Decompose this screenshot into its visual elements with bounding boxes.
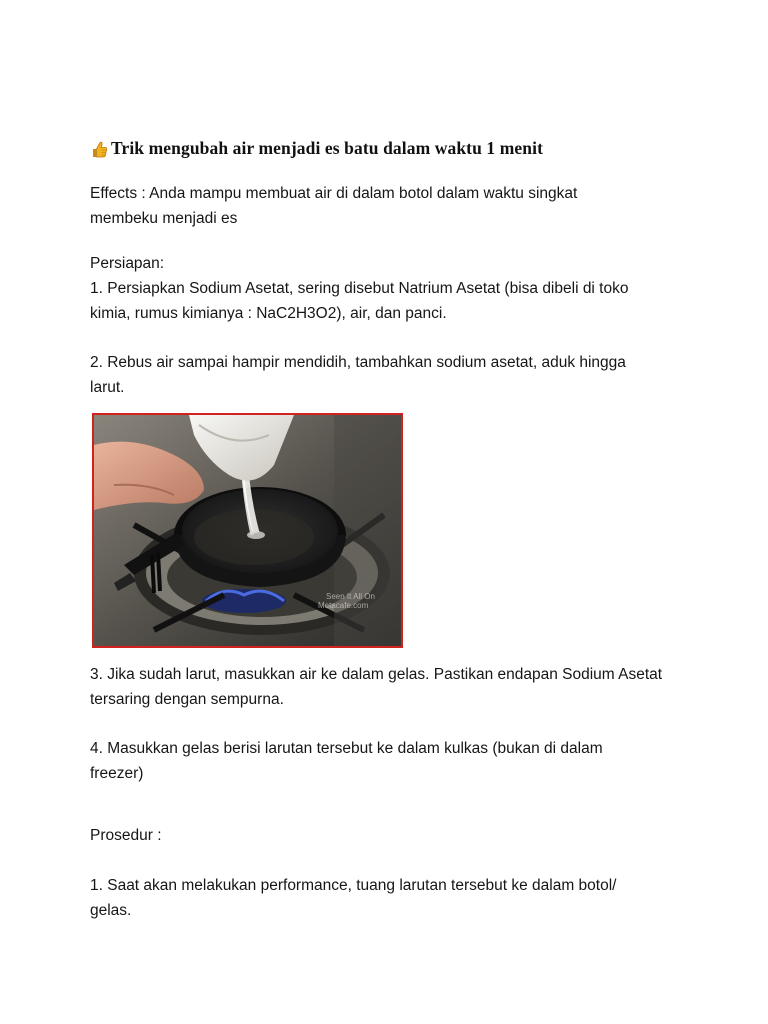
prosedur-heading <box>90 823 690 848</box>
text-line: 3. Jika sudah larut, masukkan air ke dalam gelas. Pastikan endapan Sodium Asetat <box>90 666 663 683</box>
text-line: tersaring dengan sempurna. <box>90 691 284 708</box>
cooking-photo <box>92 413 403 648</box>
watermark-line: Seen It All On <box>326 592 375 601</box>
watermark-line: Metacafe.com <box>318 601 369 610</box>
step-4-paragraph <box>90 736 690 786</box>
persiapan-heading: Persiapan: <box>90 255 165 272</box>
text-line: 1. Saat akan melakukan performance, tuang larutan tersebut ke dalam botol/ <box>90 877 617 894</box>
text-line: 1. Persiapkan Sodium Asetat, sering disebut Natrium Asetat (bisa dibeli di toko <box>90 280 629 297</box>
prosedur-heading-text: Prosedur : <box>90 827 162 844</box>
title-row <box>90 138 543 159</box>
text-line: freezer) <box>90 765 144 782</box>
text-line: 2. Rebus air sampai hampir mendidih, tambahkan sodium asetat, aduk hingga <box>90 354 626 371</box>
text-line: kimia, rumus kimianya : NaC2H3O2), air, dan panci. <box>90 305 447 322</box>
procedure-1-paragraph <box>90 873 690 923</box>
effects-paragraph <box>90 181 690 231</box>
text-line: 4. Masukkan gelas berisi larutan tersebut ke dalam kulkas (bukan di dalam <box>90 740 603 757</box>
step-2-paragraph <box>90 350 690 400</box>
persiapan-section <box>90 251 690 326</box>
step-3-paragraph <box>90 662 690 712</box>
thumbs-up-icon <box>90 140 108 158</box>
pouring-sodium-acetate-into-pan-photo <box>94 415 401 646</box>
text-line: Effects : Anda mampu membuat air di dalam botol dalam waktu singkat <box>90 185 578 202</box>
text-line: membeku menjadi es <box>90 210 238 227</box>
text-line: gelas. <box>90 902 132 919</box>
page-title: Trik mengubah air menjadi es batu dalam waktu 1 menit <box>111 138 543 158</box>
text-line: larut. <box>90 379 125 396</box>
